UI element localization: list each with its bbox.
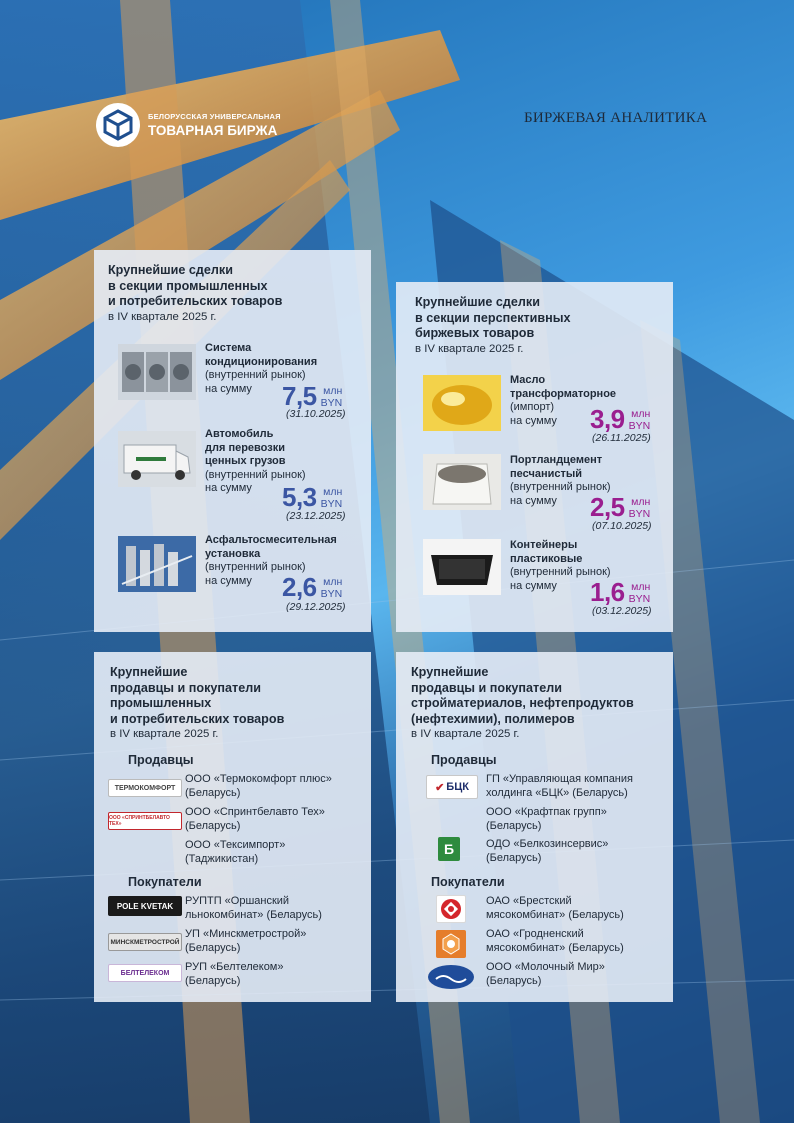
company-name: ООО «Тексимпорт» <box>185 839 286 851</box>
company-name: РУПТП «Оршанский <box>185 895 290 907</box>
logo-text: ТЕРМОКОМФОРТ <box>114 784 176 792</box>
card-construction-participants <box>396 652 673 1002</box>
deal-date: (23.12.2025) <box>286 510 346 522</box>
deal-date: (31.10.2025) <box>286 408 346 420</box>
company-name: ОДО «Белкозинсервис» <box>486 838 609 850</box>
deal-title-line: установка <box>205 547 261 560</box>
logo-big-text: ТОВАРНАЯ БИРЖА <box>148 122 278 138</box>
company-country: (Беларусь) <box>185 941 241 954</box>
logo-text: ООО «СПРИНТБЕЛАВТО ТЕХ» <box>109 815 170 827</box>
deal-amount-unit: млн <box>631 581 651 593</box>
deal-title-line: Контейнеры <box>510 539 578 551</box>
plastic-container-image <box>423 539 501 595</box>
deal-date: (07.10.2025) <box>592 520 652 532</box>
deal-market-note: (внутренний рынок) <box>205 561 306 573</box>
card-title-line: Крупнейшие <box>110 665 188 679</box>
brest-meat-logo <box>436 895 466 923</box>
deal-date: (29.12.2025) <box>286 601 346 613</box>
deal-title-line: Система <box>205 342 252 354</box>
company-name: ООО «Крафтпак групп» <box>486 806 607 818</box>
card-title-line: Крупнейшие сделки <box>108 263 233 277</box>
card-subtitle: в IV квартале 2025 г. <box>411 728 520 740</box>
company-name: ОАО «Гродненский <box>486 928 584 940</box>
exchange-logo-icon <box>96 103 140 147</box>
company-name: ООО «Молочный Мир» <box>486 961 605 973</box>
company-name: РУП «Белтелеком» <box>185 961 284 973</box>
check-icon: ✔ <box>435 781 445 794</box>
company-name: ООО «Спринтбелавто Тех» <box>185 806 325 818</box>
sellers-heading: Продавцы <box>431 753 497 767</box>
card-title-line: промышленных <box>110 696 212 710</box>
logo-text: POLE KVETAK <box>116 901 174 911</box>
deal-amount-value: 5,3 <box>282 482 317 512</box>
bck-logo <box>426 775 478 799</box>
deal-title-line: Асфальтосмесительная <box>205 534 337 546</box>
logo-text: БЕЛТЕЛЕКОМ <box>120 969 170 977</box>
card-title-line: Крупнейшие <box>411 665 489 679</box>
company-name: ОАО «Брестский <box>486 895 572 907</box>
company-country: мясокомбинат» (Беларусь) <box>486 908 624 921</box>
cash-truck-image <box>118 431 196 487</box>
deal-sum-label: на сумму <box>510 414 557 427</box>
card-title-line: продавцы и покупатели <box>411 680 562 695</box>
air-conditioner-image <box>118 344 196 400</box>
deal-sum-label: на сумму <box>510 494 557 507</box>
deal-amount-value: 2,5 <box>590 492 625 522</box>
deal-title-line: ценных грузов <box>205 455 286 467</box>
card-subtitle: в IV квартале 2025 г. <box>108 310 217 323</box>
deal-date: (03.12.2025) <box>592 605 652 617</box>
logo-text: БЦК <box>446 781 469 793</box>
cement-bag-image <box>423 454 501 510</box>
deal-title-line: Автомобиль <box>205 428 274 440</box>
deal-title-line: трансформаторное <box>510 387 617 400</box>
company-country: (Беларусь) <box>486 819 542 832</box>
card-industrial-deals <box>94 250 371 632</box>
company-name: ООО «Термокомфорт плюс» <box>185 773 332 785</box>
deal-amount-value: 2,6 <box>282 572 317 602</box>
deal-sum-label: на сумму <box>205 482 252 494</box>
molochny-mir-logo <box>428 965 474 989</box>
company-country: (Беларусь) <box>185 819 241 832</box>
card-title-line: (нефтехимии), полимеров <box>411 711 575 726</box>
deal-amount-currency: BYN <box>628 508 651 520</box>
exchange-logo <box>96 103 281 147</box>
deal-title-line: кондиционирования <box>205 355 318 368</box>
deal-market-note: (внутренний рынок) <box>205 369 306 381</box>
card-title-line: продавцы и покупатели <box>110 680 261 695</box>
card-title-line: биржевых товаров <box>415 326 535 340</box>
pole-kvetak-logo <box>108 896 182 916</box>
company-country: (Беларусь) <box>185 974 241 987</box>
deal-amount-currency: BYN <box>320 588 343 600</box>
termokomfort-logo <box>108 779 182 797</box>
deal-amount-currency: BYN <box>628 420 651 432</box>
deal-date: (26.11.2025) <box>592 432 651 444</box>
company-country: (Беларусь) <box>486 974 542 987</box>
sellers-heading: Продавцы <box>128 753 194 767</box>
company-name: ГП «Управляющая компания <box>486 773 633 785</box>
deal-amount-value: 7,5 <box>282 381 317 411</box>
deal-market-note: (импорт) <box>510 401 555 413</box>
deal-sum-label: на сумму <box>205 382 252 395</box>
minskmetrostroy-logo <box>108 933 182 951</box>
company-country: мясокомбинат» (Беларусь) <box>486 941 624 954</box>
deal-amount-currency: BYN <box>320 498 343 510</box>
card-title-line: стройматериалов, нефтепродуктов <box>411 696 634 710</box>
deal-title-line: пластиковые <box>510 552 583 565</box>
company-country: (Беларусь) <box>185 786 241 799</box>
deal-amount-currency: BYN <box>320 397 343 409</box>
grodno-meat-logo <box>436 930 466 958</box>
deal-title-line: песчанистый <box>510 467 583 480</box>
deal-amount-unit: млн <box>631 496 651 508</box>
buyers-heading: Покупатели <box>431 875 505 889</box>
company-country: льнокомбинат» (Беларусь) <box>185 908 322 921</box>
logo-text: МИНСКМЕТРОСТРОЙ <box>110 938 180 946</box>
section-title: БИРЖЕВАЯ АНАЛИТИКА <box>524 110 708 126</box>
belkozinservis-logo <box>438 837 460 861</box>
asphalt-plant-image <box>118 536 196 592</box>
deal-market-note: (внутренний рынок) <box>205 468 306 481</box>
deal-sum-label: на сумму <box>205 574 252 587</box>
card-subtitle: в IV квартале 2025 г. <box>110 728 219 740</box>
deal-title-line: Портландцемент <box>510 454 603 466</box>
card-title-line: Крупнейшие сделки <box>415 295 540 309</box>
card-title-line: в секции промышленных <box>108 278 268 293</box>
company-name-cont: холдинга «БЦК» (Беларусь) <box>486 786 628 799</box>
company-name: УП «Минскметрострой» <box>185 928 307 940</box>
card-title-line: в секции перспективных <box>415 310 571 325</box>
deal-market-note: (внутренний рынок) <box>510 566 611 578</box>
deal-amount-currency: BYN <box>628 593 651 605</box>
deal-amount-unit: млн <box>323 576 343 588</box>
deal-title-line: для перевозки <box>205 441 285 454</box>
transformer-oil-image <box>423 375 501 431</box>
card-title-line: и потребительских товаров <box>110 711 285 726</box>
card-subtitle: в IV квартале 2025 г. <box>415 342 524 355</box>
deal-market-note: (внутренний рынок) <box>510 481 611 493</box>
beltelecom-logo <box>108 964 182 982</box>
card-prospective-deals <box>396 282 673 632</box>
deal-amount-unit: млн <box>631 408 651 420</box>
deal-amount-unit: млн <box>323 486 343 498</box>
card-industrial-participants <box>94 652 371 1002</box>
sprintbelavto-logo <box>108 812 182 830</box>
buyers-heading: Покупатели <box>128 875 202 889</box>
company-country: (Таджикистан) <box>185 852 259 865</box>
logo-text: Б <box>443 841 455 857</box>
deal-amount-value: 1,6 <box>590 577 625 607</box>
deal-title-line: Масло <box>510 374 546 386</box>
deal-amount-value: 3,9 <box>590 404 625 434</box>
deal-amount-unit: млн <box>323 385 343 397</box>
deal-sum-label: на сумму <box>510 579 557 592</box>
logo-small-text: БЕЛОРУССКАЯ УНИВЕРСАЛЬНАЯ <box>148 112 281 121</box>
card-title-line: и потребительских товаров <box>108 294 283 308</box>
company-country: (Беларусь) <box>486 851 542 864</box>
